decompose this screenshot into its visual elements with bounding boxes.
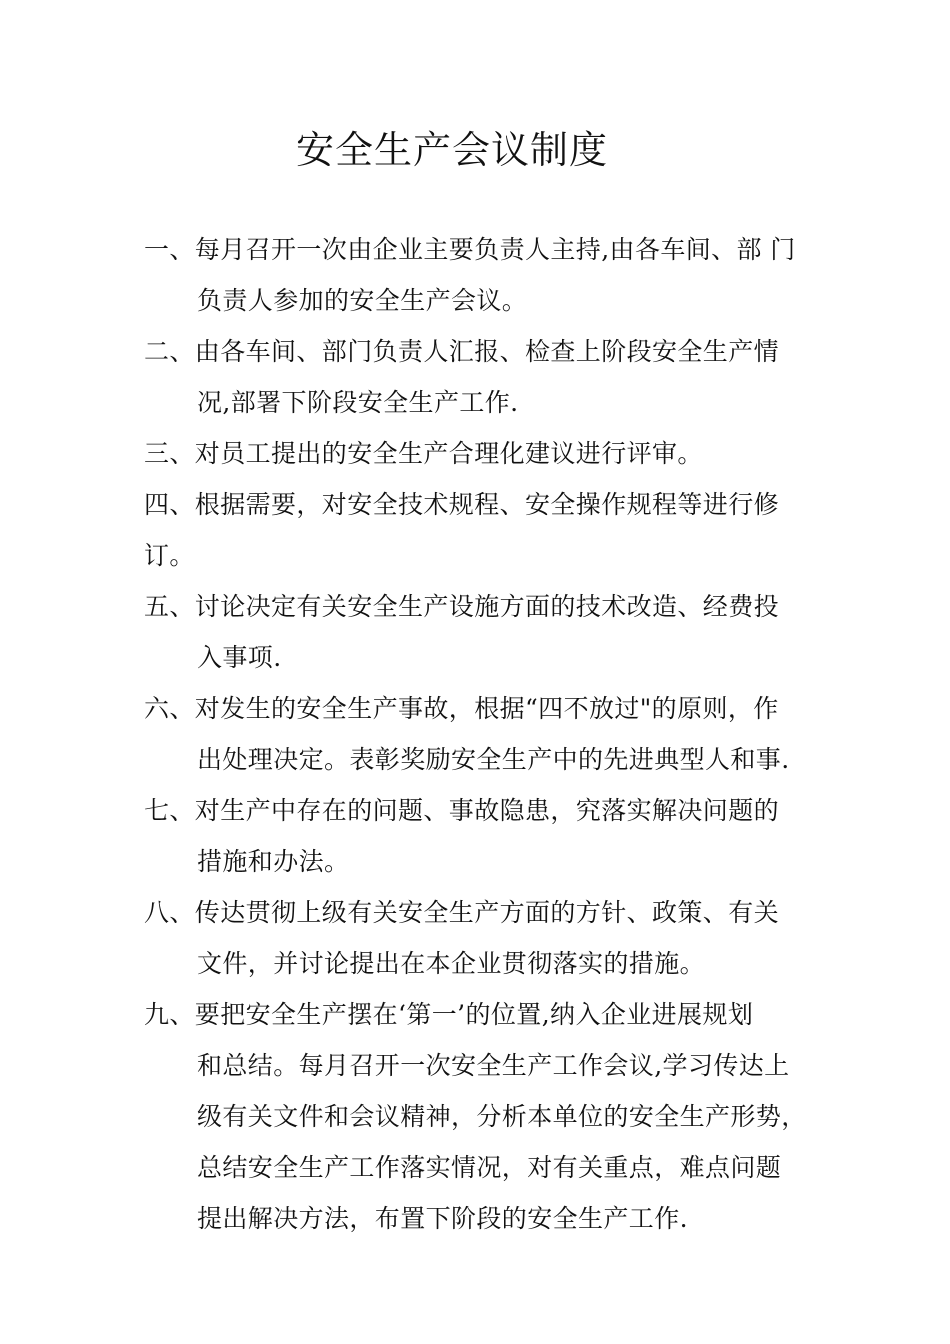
item-3-line-1: 三、对员工提出的安全生产合理化建议进行评审。 [144, 439, 703, 468]
item-2-line-2: 况,部署下阶段安全生产工作. [197, 388, 519, 417]
item-9-line-1: 九、要把安全生产摆在‘第一’的位置,纳入企业进展规划 [144, 1000, 754, 1029]
item-7-line-1: 七、对生产中存在的问题、事故隐患，究落实解决问题的 [144, 796, 780, 825]
item-8-line-2: 文件，并讨论提出在本企业贯彻落实的措施。 [197, 949, 706, 978]
document-title: 安全生产会议制度 [295, 128, 608, 172]
item-2-line-1: 二、由各车间、部门负责人汇报、检查上阶段安全生产情 [144, 337, 780, 366]
item-8-line-1: 八、传达贯彻上级有关安全生产方面的方针、政策、有关 [144, 898, 780, 927]
item-7-line-2: 措施和办法。 [197, 847, 350, 876]
regulation-list [144, 224, 834, 1244]
item-9-line-2: 和总结。每月召开一次安全生产工作会议,学习传达上 [197, 1051, 790, 1080]
item-1-line-2: 负责人参加的安全生产会议。 [197, 286, 528, 315]
item-5-line-1: 五、讨论决定有关安全生产设施方面的技术改造、经费投 [144, 592, 780, 621]
item-4-line-2: 订。 [144, 541, 195, 570]
item-6-line-2: 出处理决定。表彰奖励安全生产中的先进典型人和事. [197, 745, 790, 774]
item-6-line-1: 六、对发生的安全生产事故，根据“四不放过"的原则，作 [144, 694, 779, 723]
item-9-line-4: 总结安全生产工作落实情况，对有关重点，难点问题 [197, 1153, 782, 1182]
item-1-line-1: 一、每月召开一次由企业主要负责人主持,由各车间、部 门 [144, 235, 796, 264]
item-5-line-2: 入事项. [197, 643, 282, 672]
item-4-line-1: 四、根据需要，对安全技术规程、安全操作规程等进行修 [144, 490, 780, 519]
item-9-line-5: 提出解决方法，布置下阶段的安全生产工作. [197, 1204, 688, 1233]
item-9-line-3: 级有关文件和会议精神，分析本单位的安全生产形势， [197, 1102, 807, 1131]
